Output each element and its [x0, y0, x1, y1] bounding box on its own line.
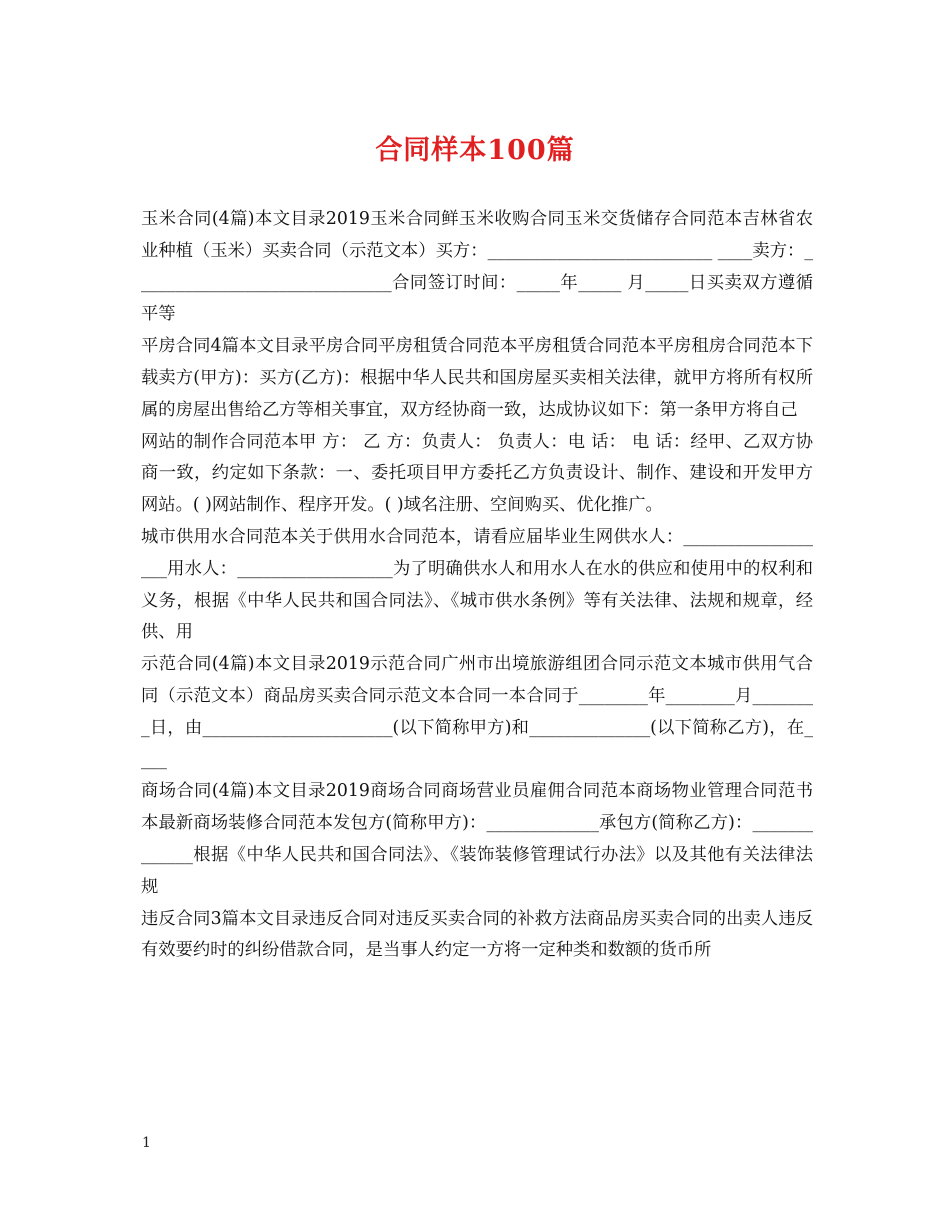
page-number: 1 [142, 1135, 151, 1151]
paragraph-mall-contract: 商场合同(4篇)本文目录2019商场合同商场营业员雇佣合同范本商场物业管理合同范书本最新商场装修合同范本发包方(简称甲方)：_____________承包方(简称乙方)：_____________根据《中华人民共和国合同法》、《装饰装修管理试行办法》以及其他有关法律法规 [141, 781, 813, 897]
paragraph-corn-contract: 玉米合同(4篇)本文目录2019玉米合同鲜玉米收购合同玉米交货储存合同范本吉林省农业种植（玉米）买卖合同（示范文本）买方：__________________________ ____卖方：______________________________合同签订时间：_____年_____ 月_____日买卖双方遵循平等 [141, 209, 813, 325]
paragraph-breach-contract: 违反合同3篇本文目录违反合同对违反买卖合同的补救方法商品房买卖合同的出卖人违反有效要约时的纠纷借款合同，是当事人约定一方将一定种类和数额的货币所 [141, 908, 813, 961]
paragraph-website-contract: 网站的制作合同范本甲 方： 乙 方：负责人： 负责人：电 话： 电 话：经甲、乙双方协商一致，约定如下条款：一、委托项目甲方委托乙方负责设计、制作、建设和开发甲方网站。( )网站制作、程序开发。( )域名注册、空间购买、优化推广。 [141, 431, 813, 516]
paragraph-water-supply-contract: 城市供用水合同范本关于供用水合同范本，请看应届毕业生网供水人：__________________用水人：__________________为了明确供水人和用水人在水的供应和使用中的权利和义务，根据《中华人民共和国合同法》、《城市供水条例》等有关法律、法规和规章，经供、用 [141, 526, 813, 643]
paragraph-bungalow-contract: 平房合同4篇本文目录平房合同平房租赁合同范本平房租赁合同范本平房租房合同范本下载卖方(甲方)：买方(乙方)：根据中华人民共和国房屋买卖相关法律，就甲方将所有权所属的房屋出售给乙方等相关事宜，双方经协商一致，达成协议如下：第一条甲方将自己 [141, 336, 813, 420]
paragraph-model-contract: 示范合同(4篇)本文目录2019示范合同广州市出境旅游组团合同示范文本城市供用气合同（示范文本）商品房买卖合同示范文本合同一本合同于________年________月________日，由______________________(以下简称甲方)和______________(以下简称乙方)，在____ [141, 654, 813, 770]
document-title: 合同样本100篇 [375, 135, 575, 166]
document-body [141, 204, 813, 967]
